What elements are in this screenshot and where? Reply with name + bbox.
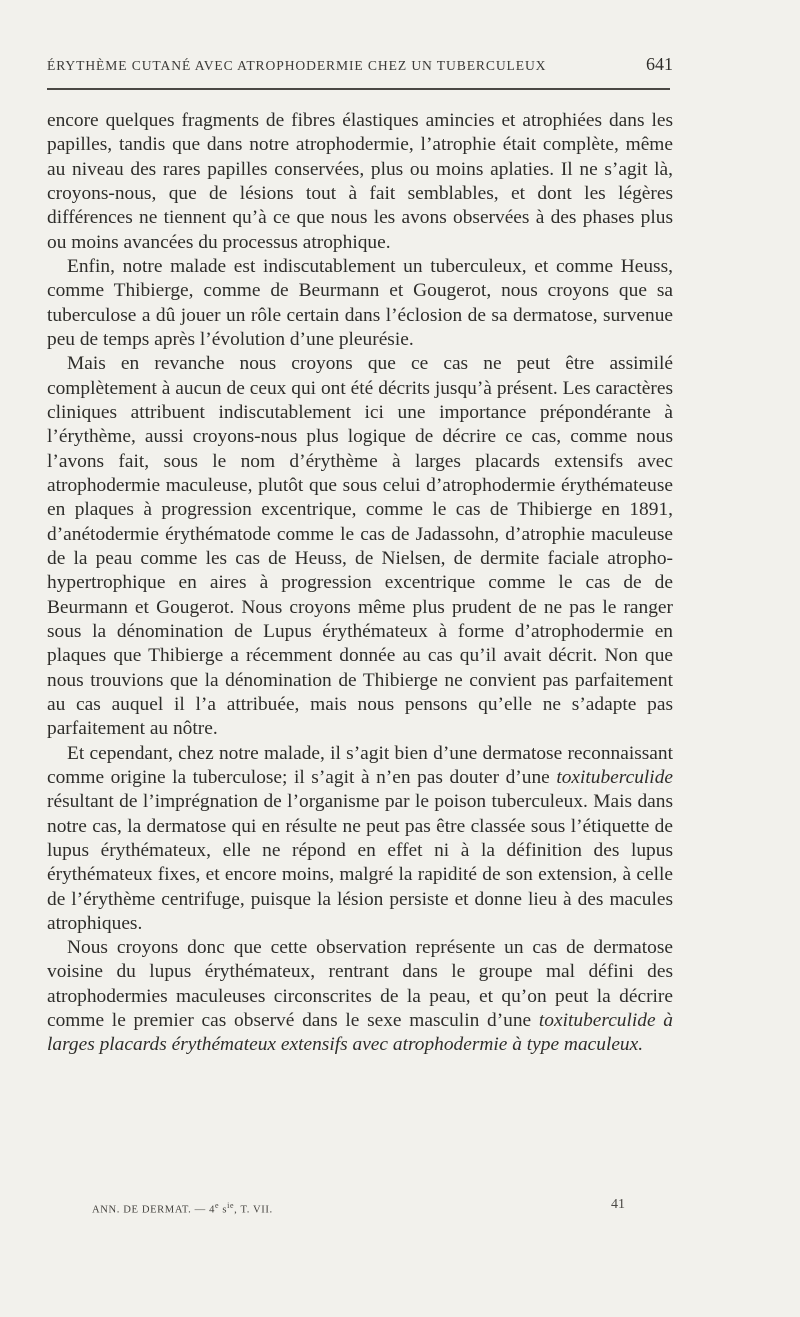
header-rule: [47, 88, 670, 90]
signature-mid: s: [219, 1204, 228, 1216]
body-text: [47, 109, 673, 1058]
paragraph-4-text-after: résultant de l’imprégnation de l’organisme par le poison tuberculeux. Mais dans notre cas, la dermatose qui en résulte ne peut pas être classée sous l’étiquette de lupus érythémateux, elle ne répond en effet ni à la définition des lupus érythémateux fixes, et encore moins, malgré la rapidité de son extension, à celle de l’érythème centrifuge, puisque la lésion persiste et donne lieu à des macules atrophiques.: [47, 791, 673, 934]
page-number: 641: [646, 54, 673, 74]
signature-sup: e: [215, 1201, 220, 1210]
sheet-number: 41: [611, 1197, 625, 1212]
paragraph-5: [47, 936, 673, 1058]
paragraph-5-italic: toxituberculide à larges placards érythémateux extensifs avec atrophodermie à type maculeux.: [47, 1010, 673, 1056]
paragraph-2: Enfin, notre malade est indiscutablement un tuberculeux, et comme Heuss, comme Thibierge, comme de Beurmann et Gougerot, nous croyons que sa tuberculose a dû jouer un rôle certain dans l’éclosion de sa dermatose, survenue peu de temps après l’évolution d’une pleurésie.: [47, 255, 673, 350]
page-header: [47, 54, 673, 78]
paragraph-3: Mais en revanche nous croyons que ce cas ne peut être assimilé complètement à aucun de ceux qui ont été décrits jusqu’à présent. Les caractères cliniques attribuent indiscutablement ici une importance prépondérante à l’érythème, aussi croyons-nous plus logique de décrire ce cas, comme nous l’avons fait, sous le nom d’érythème à larges placards extensifs avec atrophodermie maculeuse, plutôt que sous celui d’atrophodermie érythémateuse en plaques à progression excentrique, comme le cas de Thibierge en 1891, d’anétodermie érythématode comme le cas de Jadassohn, d’atrophie maculeuse de la peau comme les cas de Heuss, de Nielsen, de dermite faciale atropho-hypertrophique en aires à progression excentrique comme le cas de de Beurmann et Gougerot. Nous croyons même plus prudent de ne pas le ranger sous la dénomination de Lupus érythémateux à forme d’atrophodermie en plaques que Thibierge a récemment donnée au cas qu’il avait décrit. Non que nous trouvions que la dénomination de Thibierge ne convient pas parfaitement au cas auquel il l’a attribuée, mais nous pensons qu’elle ne s’adapte pas parfaitement au nôtre.: [47, 353, 673, 740]
signature-suffix: , T. VII.: [234, 1204, 273, 1216]
running-title: ÉRYTHÈME CUTANÉ AVEC ATROPHODERMIE CHEZ UN TUBERCULEUX: [47, 58, 547, 73]
paragraph-1: encore quelques fragments de fibres élastiques amincies et atrophiées dans les papilles, tandis que dans notre atrophodermie, l’atrophie était complète, même au niveau des rares papilles conservées, plus ou moins aplaties. Il ne s’agit là, croyons-nous, que de lésions tout à fait semblables, et dont les légères différences ne tiennent qu’à ce que nous les avons observées à des phases plus ou moins avancées du processus atrophique.: [47, 110, 673, 253]
paragraph-4: [47, 742, 673, 937]
paragraph-4-text-before: Et cependant, chez notre malade, il s’agit bien d’une dermatose reconnaissant comme origine la tuberculose; il s’agit à n’en pas douter d’une: [47, 742, 673, 788]
paragraph-4-italic: toxituberculide: [556, 766, 673, 788]
signature-prefix: ANN. DE DERMAT. — 4: [92, 1204, 216, 1216]
journal-signature: [92, 1201, 273, 1216]
signature-sup2: ie: [227, 1201, 235, 1210]
paragraph-5-text-before: Nous croyons donc que cette observation représente un cas de dermatose voisine du lupus érythémateux, rentrant dans le groupe mal défini des atrophodermies maculeuses circonscrites de la peau, et qu’on peut la décrire comme le premier cas observé dans le sexe masculin d’une: [47, 937, 673, 1032]
